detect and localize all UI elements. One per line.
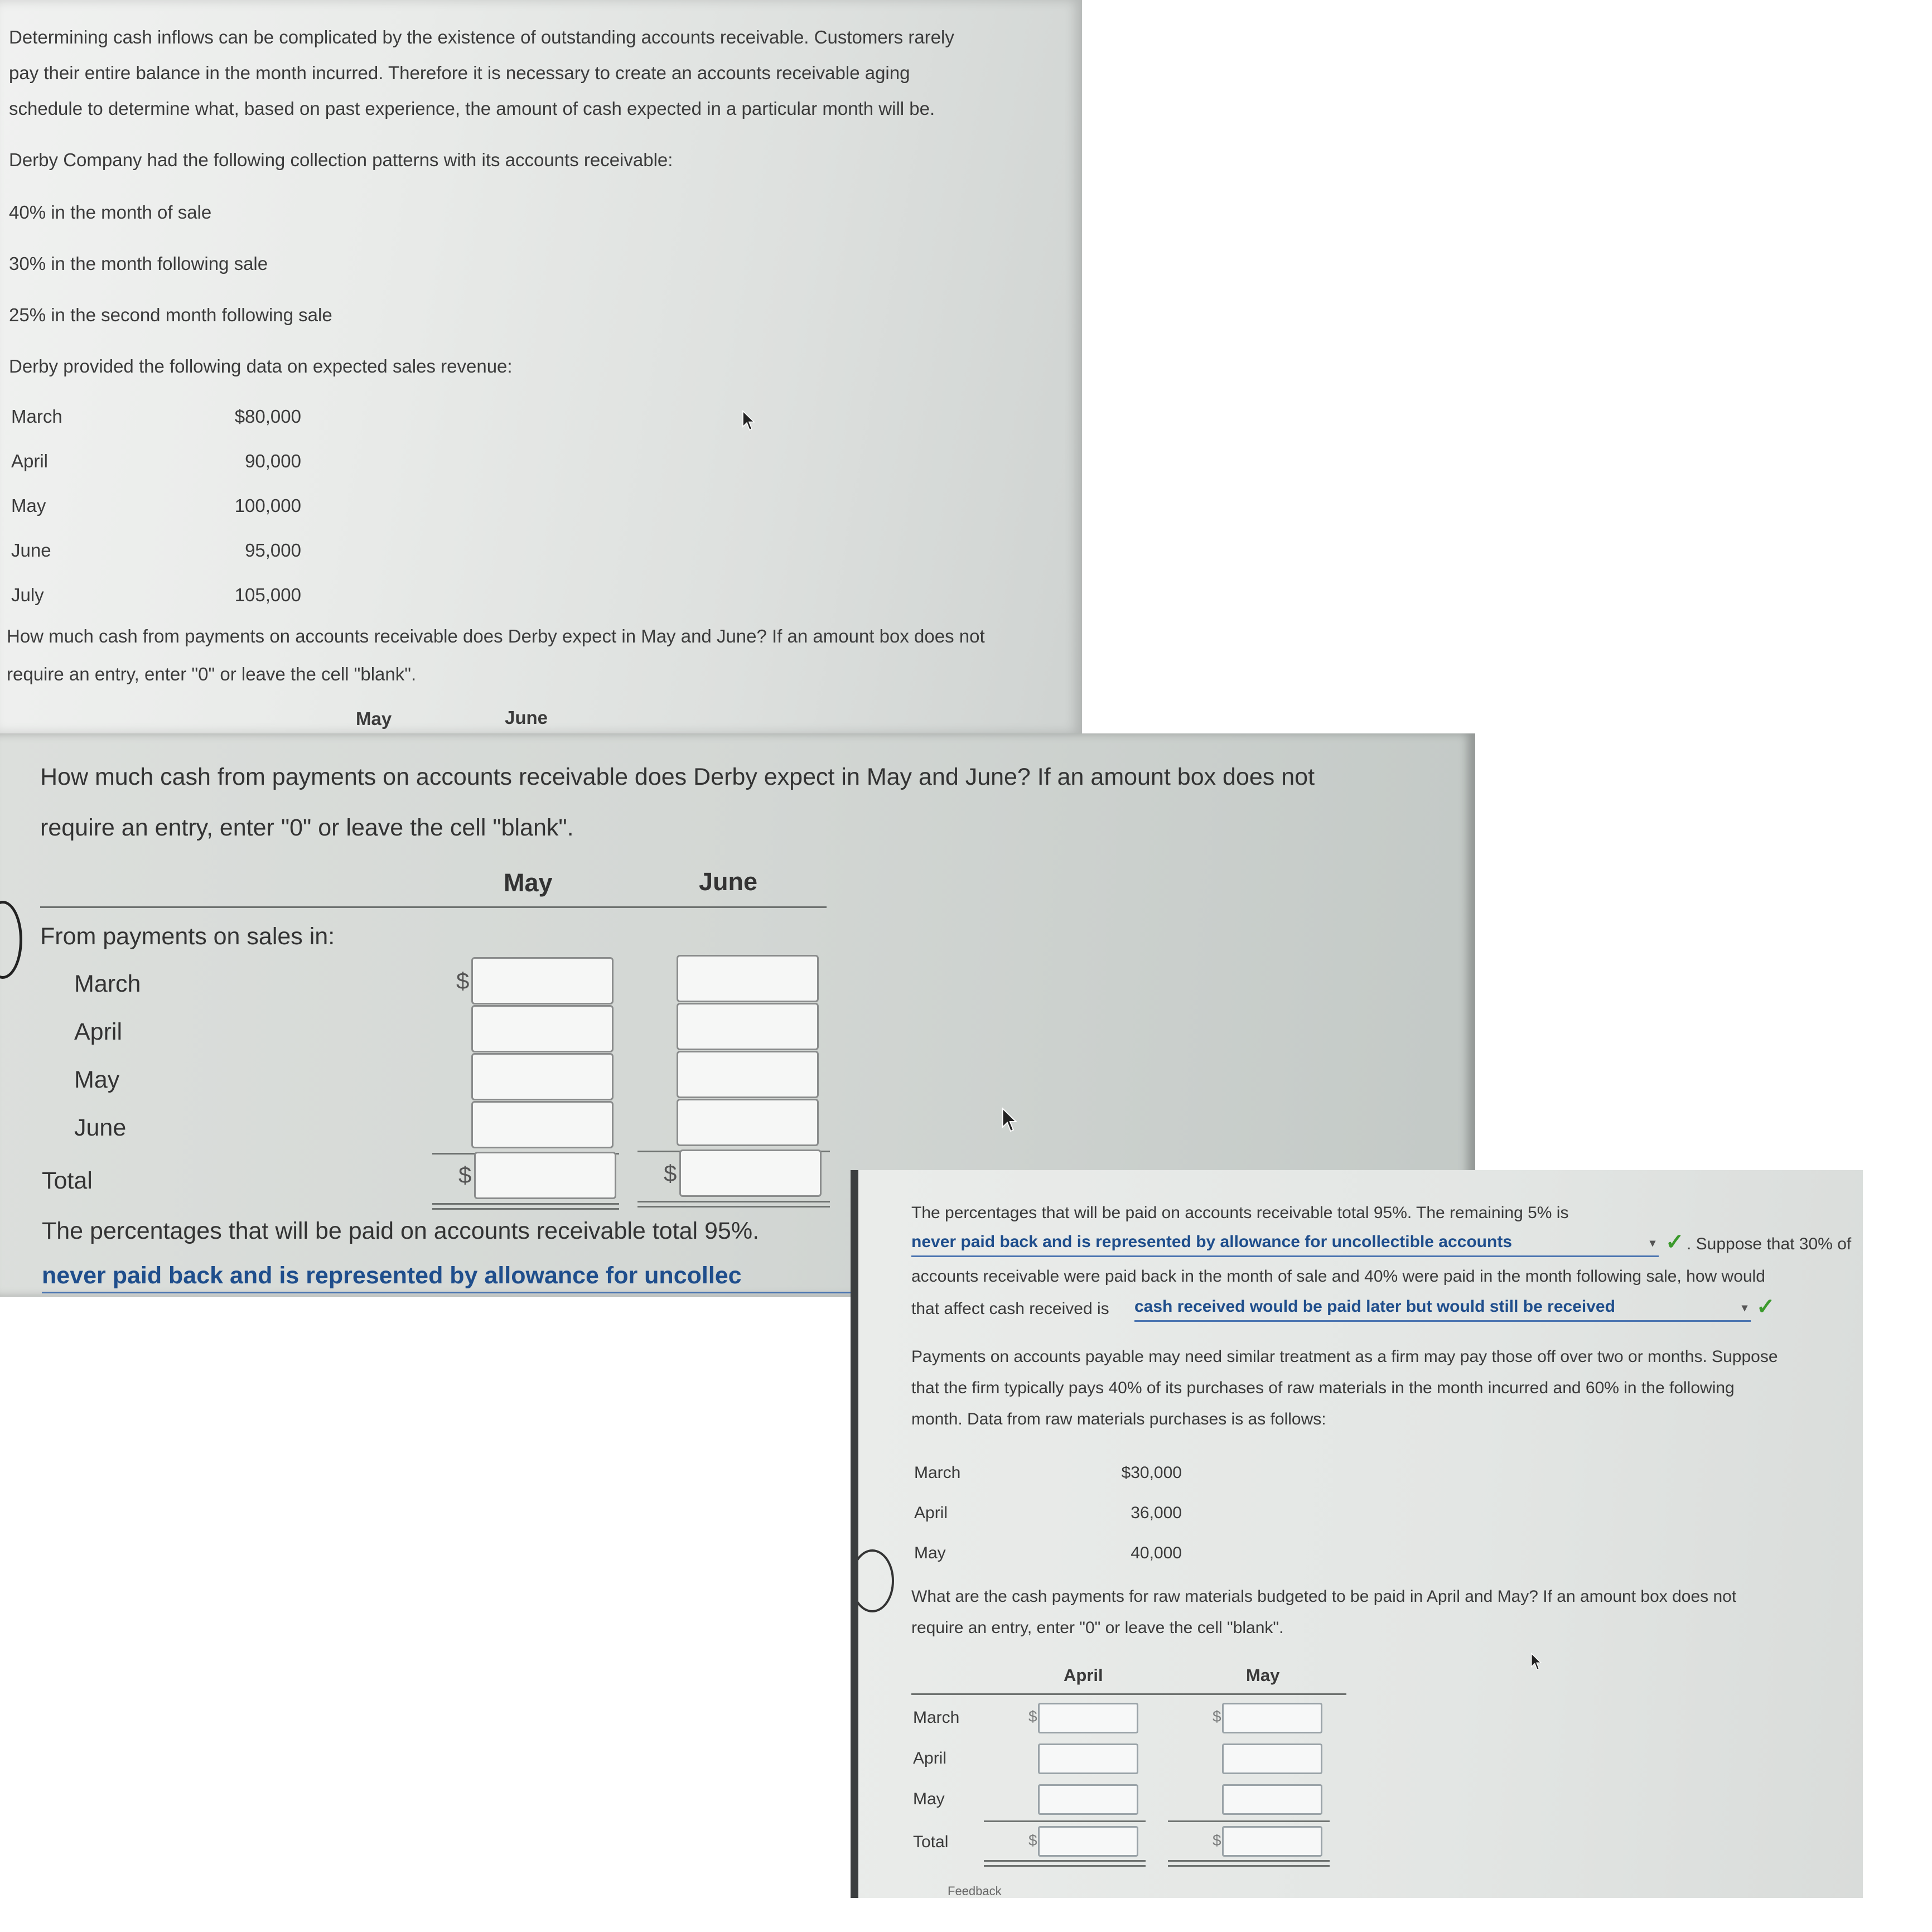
sales-intro: Derby provided the following data on expected sales revenue: [9, 356, 513, 376]
sales-month: May [11, 495, 46, 516]
percentages-statement: The percentages that will be paid on accounts receivable total 95%. The remaining 5% is [911, 1204, 1569, 1222]
payables-intro: Payments on accounts payable may need similar treatment as a firm may pay those off over two or months. Suppose [911, 1347, 1778, 1366]
june-march-input[interactable] [677, 955, 819, 1002]
sales-month: April [11, 451, 49, 471]
june-total-input[interactable] [679, 1149, 822, 1197]
payables-intro: month. Data from raw materials purchases is as follows: [911, 1410, 1326, 1428]
sales-month: March [11, 406, 62, 427]
header-rule [40, 906, 827, 908]
circle-marker-icon [851, 1549, 894, 1612]
column-header-may: May [504, 868, 553, 897]
purchase-amount: 36,000 [1131, 1504, 1182, 1522]
may-april-input[interactable] [1222, 1743, 1322, 1774]
purchase-amount: $30,000 [1121, 1464, 1182, 1482]
uncollectible-dropdown[interactable] [911, 1233, 1659, 1257]
sales-amount: 95,000 [245, 540, 301, 561]
may-may-input[interactable] [471, 1053, 614, 1100]
total-double-rule [637, 1201, 830, 1208]
circle-marker-icon [0, 901, 22, 979]
total-label: Total [42, 1167, 93, 1194]
question-line: require an entry, enter "0" or leave the cell "blank". [40, 814, 574, 841]
collection-pattern-intro: Derby Company had the following collection patterns with its accounts receivable: [9, 149, 673, 170]
question-line: accounts receivable were paid back in the month of sale and 40% were paid in the month following sale, how would [911, 1267, 1765, 1286]
dropdown-value: never paid back and is represented by allowance for uncollectible accounts [911, 1233, 1513, 1251]
question-line: How much cash from payments on accounts receivable does Derby expect in May and June? If an amount box does not [40, 764, 1315, 790]
may-march-input[interactable] [471, 957, 614, 1004]
subtotal-rule [984, 1820, 1146, 1822]
may-total-input[interactable] [474, 1152, 616, 1199]
row-label-march: March [913, 1708, 960, 1727]
header-rule [911, 1693, 1346, 1695]
june-april-input[interactable] [677, 1003, 819, 1050]
intro-line: Determining cash inflows can be complicated by the existence of outstanding accounts receivable. Customers rarely [9, 27, 954, 47]
column-header-june: June [505, 707, 548, 728]
april-april-input[interactable] [1038, 1743, 1138, 1774]
collection-pattern: 30% in the month following sale [9, 253, 268, 274]
question-line: What are the cash payments for raw materials budgeted to be paid in April and May? If an amount box does not [911, 1587, 1737, 1606]
suppose-text: . Suppose that 30% of [1687, 1235, 1852, 1253]
column-header-april: April [1064, 1665, 1103, 1685]
purchase-month: March [914, 1464, 961, 1482]
total-label: Total [913, 1833, 949, 1851]
may-may-input[interactable] [1222, 1784, 1322, 1815]
may-total-input[interactable] [1222, 1826, 1322, 1857]
correct-check-icon: ✓ [1665, 1230, 1684, 1254]
correct-check-icon: ✓ [1756, 1295, 1775, 1319]
payables-intro: that the firm typically pays 40% of its purchases of raw materials in the month incurred and 60% in the following [911, 1379, 1735, 1397]
dropdown-value: cash received would be paid later but would still be received [1134, 1297, 1615, 1316]
intro-line: pay their entire balance in the month incurred. Therefore it is necessary to create an accounts receivable aging [9, 62, 910, 83]
april-may-input[interactable] [1038, 1784, 1138, 1815]
sales-amount: 105,000 [234, 585, 301, 605]
row-label-june: June [74, 1114, 127, 1141]
currency-symbol: $ [456, 968, 470, 994]
currency-symbol: $ [1213, 1708, 1221, 1725]
total-double-rule [1168, 1860, 1330, 1867]
currency-symbol: $ [1028, 1832, 1037, 1849]
payables-panel [851, 1170, 1863, 1898]
cash-effect-dropdown[interactable] [1134, 1297, 1751, 1322]
subtotal-rule [1168, 1820, 1330, 1822]
sales-amount: 100,000 [234, 495, 301, 516]
sales-amount: 90,000 [245, 451, 301, 471]
collection-pattern: 40% in the month of sale [9, 202, 212, 223]
intro-line: schedule to determine what, based on past experience, the amount of cash expected in a particular month will be. [9, 98, 935, 119]
row-label-march: March [74, 970, 141, 997]
problem-statement-panel [0, 0, 1082, 733]
column-header-june: June [699, 867, 758, 896]
chevron-down-icon: ▾ [1741, 1302, 1747, 1314]
row-label-may: May [74, 1066, 120, 1093]
currency-symbol: $ [1028, 1708, 1037, 1725]
may-june-input[interactable] [471, 1101, 614, 1148]
sales-amount: $80,000 [234, 406, 301, 427]
currency-symbol: $ [458, 1162, 472, 1188]
june-may-input[interactable] [677, 1051, 819, 1098]
currency-symbol: $ [664, 1160, 677, 1186]
section-label: From payments on sales in: [40, 923, 335, 950]
row-label-april: April [913, 1749, 947, 1767]
row-label-april: April [74, 1018, 123, 1045]
purchase-amount: 40,000 [1131, 1544, 1182, 1562]
may-april-input[interactable] [471, 1005, 614, 1052]
may-march-input[interactable] [1222, 1703, 1322, 1733]
mouse-cursor-icon [1530, 1653, 1544, 1672]
column-header-may: May [356, 708, 392, 729]
purchase-month: April [914, 1504, 948, 1522]
total-double-rule [432, 1203, 619, 1210]
question-line: require an entry, enter "0" or leave the cell "blank". [911, 1619, 1284, 1637]
feedback-link[interactable]: Feedback [948, 1884, 1002, 1898]
row-label-may: May [913, 1790, 945, 1808]
total-double-rule [984, 1860, 1146, 1867]
column-header-may: May [1246, 1665, 1280, 1685]
june-june-input[interactable] [677, 1099, 819, 1146]
question-line: require an entry, enter "0" or leave the cell "blank". [7, 664, 417, 684]
sales-month: June [11, 540, 51, 561]
question-line: that affect cash received is [911, 1300, 1109, 1318]
question-line: How much cash from payments on accounts receivable does Derby expect in May and June? If an amount box does not [7, 626, 985, 646]
uncollectible-dropdown[interactable]: never paid back and is represented by allowance for uncollec [42, 1262, 862, 1293]
currency-symbol: $ [1213, 1832, 1221, 1849]
sales-month: July [11, 585, 44, 605]
mouse-cursor-icon [1001, 1107, 1020, 1134]
april-total-input[interactable] [1038, 1826, 1138, 1857]
chevron-down-icon: ▾ [1649, 1237, 1655, 1249]
mouse-cursor-icon [742, 410, 757, 432]
percentages-statement: The percentages that will be paid on accounts receivable total 95%. [42, 1218, 760, 1244]
collection-pattern: 25% in the second month following sale [9, 305, 332, 325]
april-march-input[interactable] [1038, 1703, 1138, 1733]
purchase-month: May [914, 1544, 946, 1562]
